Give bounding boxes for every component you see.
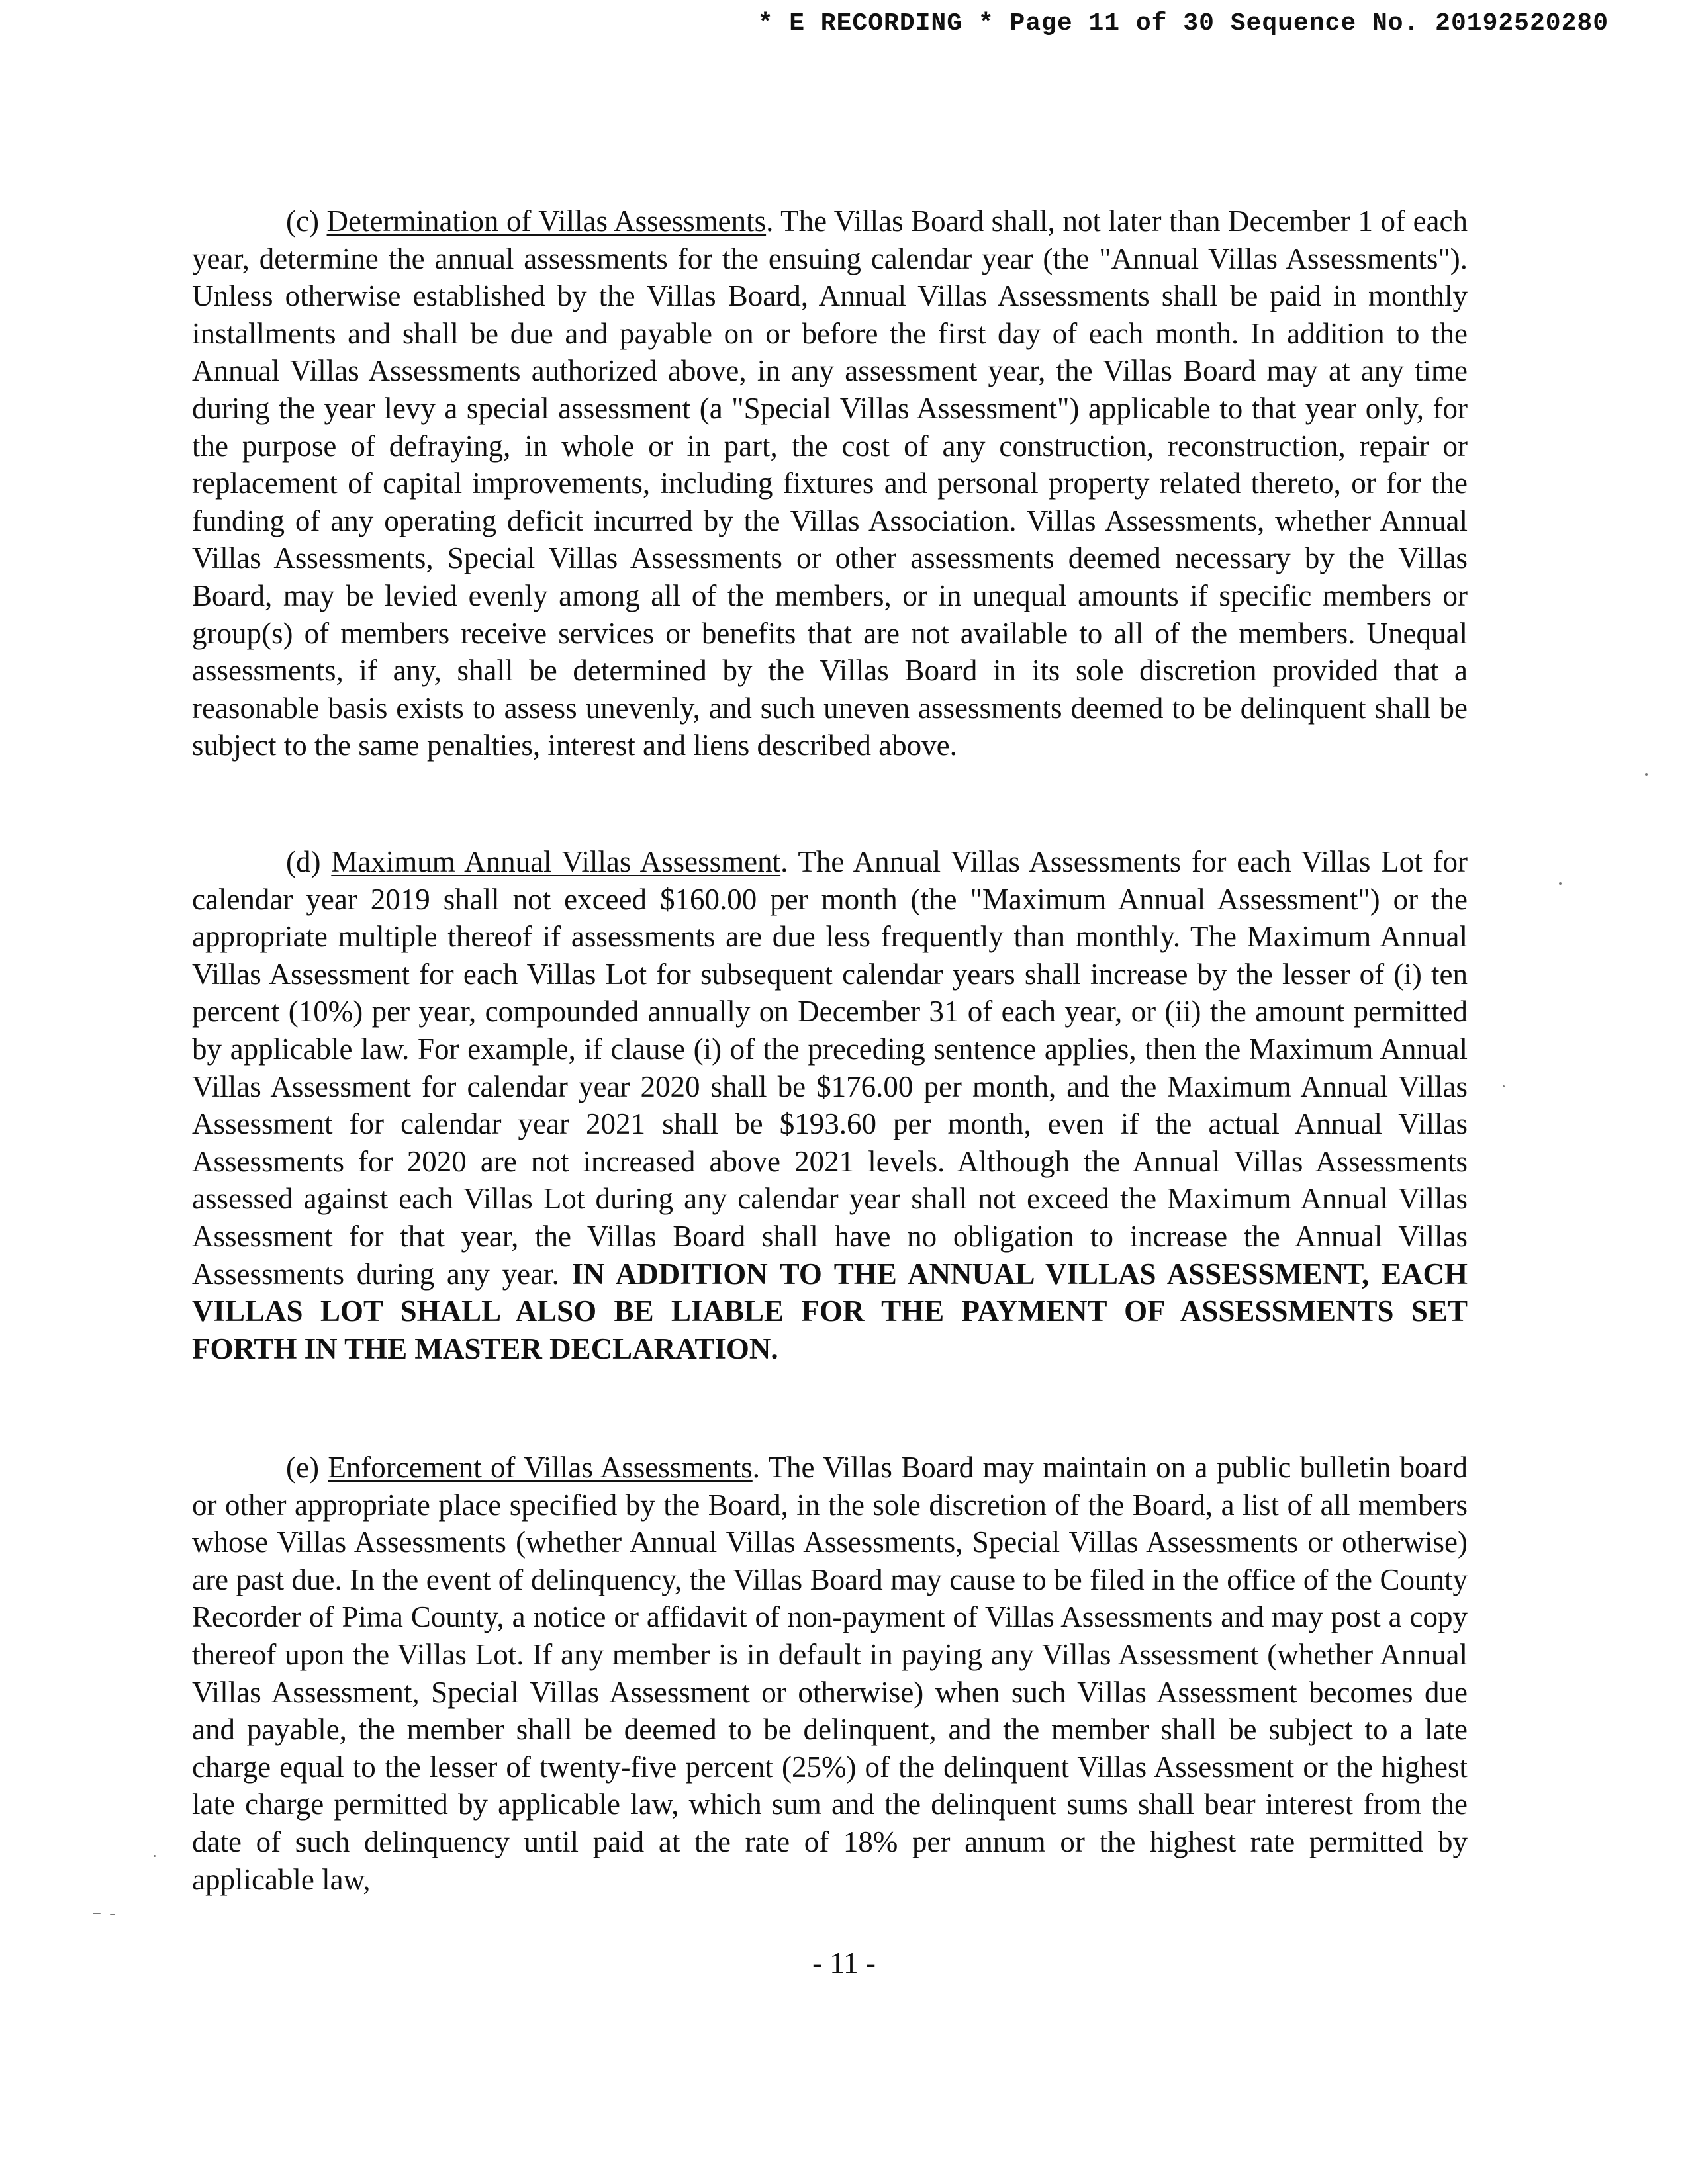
scan-speck [93,1913,101,1914]
section-c-body: . The Villas Board shall, not later than December 1 of each year, determine the annual assessments for the ensuing calendar year (the "Annual Villas Assessments"). Unless otherwise established by the Villas Board, Annual Villas Assessments shall be paid in monthly installments and shall be due and payable on or before the first day of each month. In addition to the Annual Villas Assessments authorized above, in any assessment year, the Villas Board may at any time during the year levy a special assessment (a "Special Villas Assessment") applicable to that year only, for the purpose of defraying, in whole or in part, the cost of any construction, reconstruction, repair or replacement of capital improvements, including fixtures and personal property related thereto, or for the funding of any operating deficit incurred by the Villas Association. Villas Assessments, whether Annual Villas Assessments, Special Villas Assessments or other assessments deemed necessary by the Villas Board, may be levied evenly among all of the members, or in unequal amounts if specific members or group(s) of members receive services or benefits that are not available to all of the members. Unequal assessments, if any, shall be determined by the Villas Board in its sole discretion provided that a reasonable basis exists to assess unevenly, and such uneven assessments deemed to be delinquent shall be subject to the same penalties, interest and liens described above. [192,205,1468,762]
section-d-body: . The Annual Villas Assessments for each Villas Lot for calendar year 2019 shall not exceed $160.00 per month (the "Maximum Annual Assessment") or the appropriate multiple thereof if assessments are due less frequently than monthly. The Maximum Annual Villas Assessment for each Villas Lot for subsequent calendar years shall increase by the lesser of (i) ten percent (10%) per year, compounded annually on December 31 of each year, or (ii) the amount permitted by applicable law. For example, if clause (i) of the preceding sentence applies, then the Maximum Annual Villas Assessment for calendar year 2020 shall be $176.00 per month, and the Maximum Annual Villas Assessment for calendar year 2021 shall be $193.60 per month, even if the actual Annual Villas Assessments for 2020 are not increased above 2021 levels. Although the Annual Villas Assessments assessed against each Villas Lot during any calendar year shall not exceed the Maximum Annual Villas Assessment for that year, the Villas Board shall have no obligation to increase the Annual Villas Assessments during any year. [192,845,1468,1291]
page-number: - 11 - [812,1946,876,1979]
section-c-title: Determination of Villas Assessments [326,205,767,238]
section-e-paragraph [192,1449,1468,1898]
section-d-label: (d) [286,845,321,878]
section-e-body: . The Villas Board may maintain on a public bulletin board or other appropriate place specified by the Board, in the sole discretion of the Board, a list of all members whose Villas Assessments (whether Annual Villas Assessments, Special Villas Assessments or otherwise) are past due. In the event of delinquency, the Villas Board may cause to be filed in the office of the County Recorder of Pima County, a notice or affidavit of non-payment of Villas Assessments and may post a copy thereof upon the Villas Lot. If any member is in default in paying any Villas Assessment (whether Annual Villas Assessment, Special Villas Assessment or otherwise) when such Villas Assessment becomes due and payable, the member shall be deemed to be delinquent, and the member shall be subject to a late charge equal to the lesser of twenty-five percent (25%) of the delinquent Villas Assessment or the highest late charge permitted by applicable law, which sum and the delinquent sums shall bear interest from the date of such delinquency until paid at the rate of 18% per annum or the highest rate permitted by applicable law, [192,1451,1468,1896]
section-d-title: Maximum Annual Villas Assessment [331,845,781,878]
section-d-paragraph [192,843,1468,1367]
section-e-label: (e) [286,1451,319,1484]
scan-speck [1645,773,1648,776]
scan-speck [110,1914,115,1915]
scan-speck [1559,882,1562,885]
scan-speck [1503,1085,1505,1087]
recording-header: * E RECORDING * Page 11 of 30 Sequence No. 20192520280 [757,9,1609,38]
scan-speck [154,1855,156,1857]
section-e-title: Enforcement of Villas Assessments [328,1451,753,1484]
section-c-label: (c) [286,205,319,238]
section-d-bold-notice: IN ADDITION TO THE ANNUAL VILLAS ASSESSMENT, EACH VILLAS LOT SHALL ALSO BE LIABLE FOR THE PAYMENT OF ASSESSMENTS SET FORTH IN THE MASTER DECLARATION. [192,1257,1468,1365]
section-c-paragraph [192,203,1468,764]
